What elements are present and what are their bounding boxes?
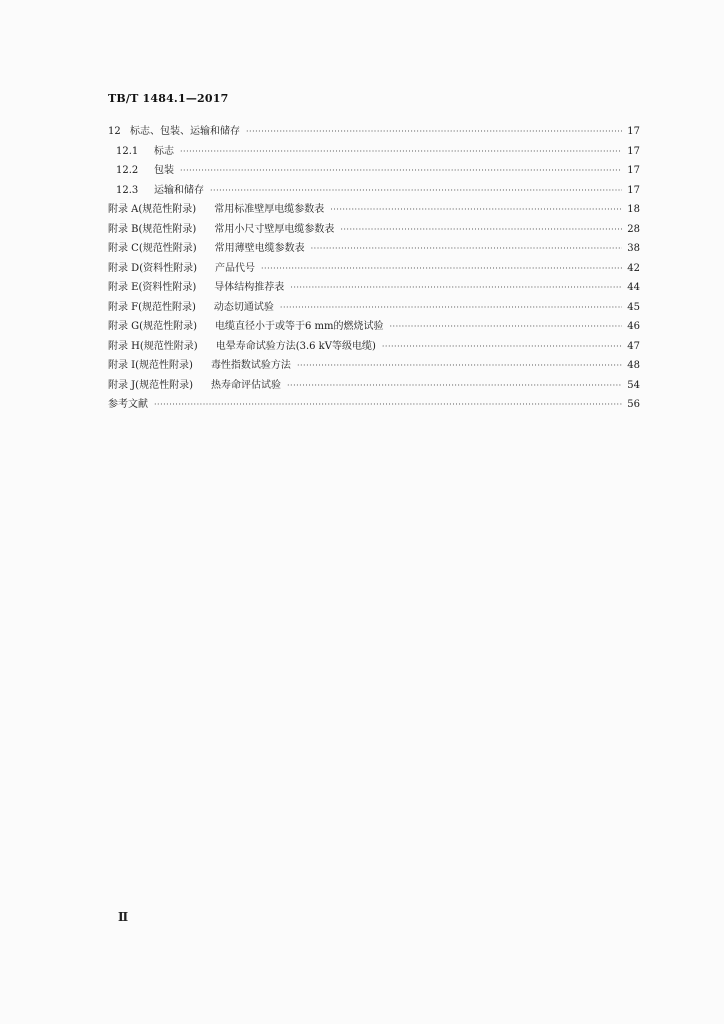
toc-entry-title: 标志	[154, 145, 174, 157]
toc-entry-number: 附录 B(规范性附录)	[108, 223, 197, 235]
toc-entry-page: 54	[627, 379, 640, 391]
toc-leader-dots	[330, 205, 622, 214]
toc-entry-appendix-d[interactable]	[108, 259, 640, 279]
toc-entry-title: 电晕寿命试验方法(3.6 kV等级电缆)	[215, 340, 376, 352]
toc-entry-title: 产品代号	[215, 262, 255, 274]
toc-entry-title: 常用薄壁电缆参数表	[214, 243, 305, 254]
toc-entry-title: 参考文献	[108, 399, 148, 410]
toc-entry-number: 12.1	[116, 145, 139, 157]
toc-leader-dots	[311, 244, 622, 253]
toc-entry-page: 17	[627, 126, 640, 137]
toc-entry-appendix-j[interactable]	[108, 376, 640, 396]
toc-leader-dots	[382, 342, 622, 351]
toc-leader-dots	[280, 303, 622, 312]
toc-leader-dots	[290, 283, 622, 292]
toc-entry-page: 42	[627, 262, 640, 274]
toc-entry-page: 18	[627, 204, 640, 215]
toc-entry-page: 17	[627, 184, 640, 196]
toc-entry-page: 17	[627, 165, 640, 176]
toc-entry-title: 动态切通试验	[213, 301, 274, 313]
toc-entry-12-2[interactable]	[108, 161, 640, 181]
toc-entry-title: 标志、包装、运输和储存	[130, 126, 240, 137]
toc-entry-page: 48	[627, 360, 640, 371]
toc-leader-dots	[297, 361, 622, 370]
toc-leader-dots	[154, 400, 622, 409]
toc-leader-dots	[340, 225, 622, 234]
toc-entry-title: 热寿命评估试验	[211, 379, 281, 391]
toc-entry-page: 56	[627, 399, 640, 410]
toc-entry-appendix-a[interactable]	[108, 200, 640, 220]
toc-entry-page: 17	[627, 145, 640, 157]
toc-leader-dots	[180, 147, 622, 156]
toc-entry-page: 44	[627, 282, 640, 293]
toc-entry-number: 附录 C(规范性附录)	[108, 243, 197, 254]
toc-entry-number: 附录 H(规范性附录)	[108, 340, 198, 352]
toc-entry-12-3[interactable]	[108, 181, 640, 201]
page-number: Ⅱ	[118, 910, 129, 924]
toc-entry-number: 12.2	[116, 165, 139, 176]
toc-entry-number: 附录 F(规范性附录)	[108, 301, 196, 313]
toc-leader-dots	[210, 186, 622, 195]
toc-entry-title: 毒性指数试验方法	[210, 360, 291, 371]
toc-entry-title: 常用标准壁厚电缆参数表	[214, 204, 325, 215]
toc-entry-appendix-g[interactable]	[108, 317, 640, 337]
toc-entry-number: 附录 A(规范性附录)	[108, 204, 197, 215]
toc-entry-appendix-i[interactable]	[108, 356, 640, 376]
toc-entry-title: 导体结构推荐表	[214, 282, 285, 293]
toc-entry-number: 附录 I(规范性附录)	[108, 360, 193, 371]
toc-entry-title: 电缆直径小于或等于6 mm的燃烧试验	[214, 321, 384, 332]
toc-entry-title: 运输和储存	[154, 184, 204, 196]
toc-entry-appendix-b[interactable]	[108, 220, 640, 240]
toc-entry-page: 38	[627, 243, 640, 254]
toc-entry-page: 28	[627, 223, 640, 235]
toc-entry-page: 47	[627, 340, 640, 352]
toc-entry-title: 常用小尺寸壁厚电缆参数表	[214, 223, 335, 235]
standard-number-header: TB/T 1484.1—2017	[108, 92, 229, 105]
table-of-contents	[108, 122, 640, 415]
toc-entry-number: 附录 G(规范性附录)	[108, 321, 197, 332]
toc-entry-appendix-f[interactable]	[108, 298, 640, 318]
toc-entry-number: 附录 J(规范性附录)	[108, 379, 193, 391]
toc-entry-12-1[interactable]	[108, 142, 640, 162]
toc-entry-appendix-h[interactable]	[108, 337, 640, 357]
toc-entry-number: 附录 D(资料性附录)	[108, 262, 197, 274]
toc-entry-title: 包装	[154, 165, 174, 176]
toc-leader-dots	[180, 166, 622, 175]
toc-entry-number: 12.3	[116, 184, 139, 196]
toc-leader-dots	[390, 322, 623, 331]
toc-entry-number: 附录 E(资料性附录)	[108, 282, 197, 293]
toc-entry-appendix-e[interactable]	[108, 278, 640, 298]
toc-entry-appendix-c[interactable]	[108, 239, 640, 259]
toc-entry-number: 12	[108, 126, 121, 137]
toc-leader-dots	[287, 381, 622, 390]
toc-leader-dots	[261, 264, 622, 273]
toc-entry-page: 45	[627, 301, 640, 313]
toc-leader-dots	[246, 127, 622, 136]
toc-entry-page: 46	[627, 321, 640, 332]
toc-entry-12[interactable]	[108, 122, 640, 142]
toc-entry-references[interactable]	[108, 395, 640, 415]
